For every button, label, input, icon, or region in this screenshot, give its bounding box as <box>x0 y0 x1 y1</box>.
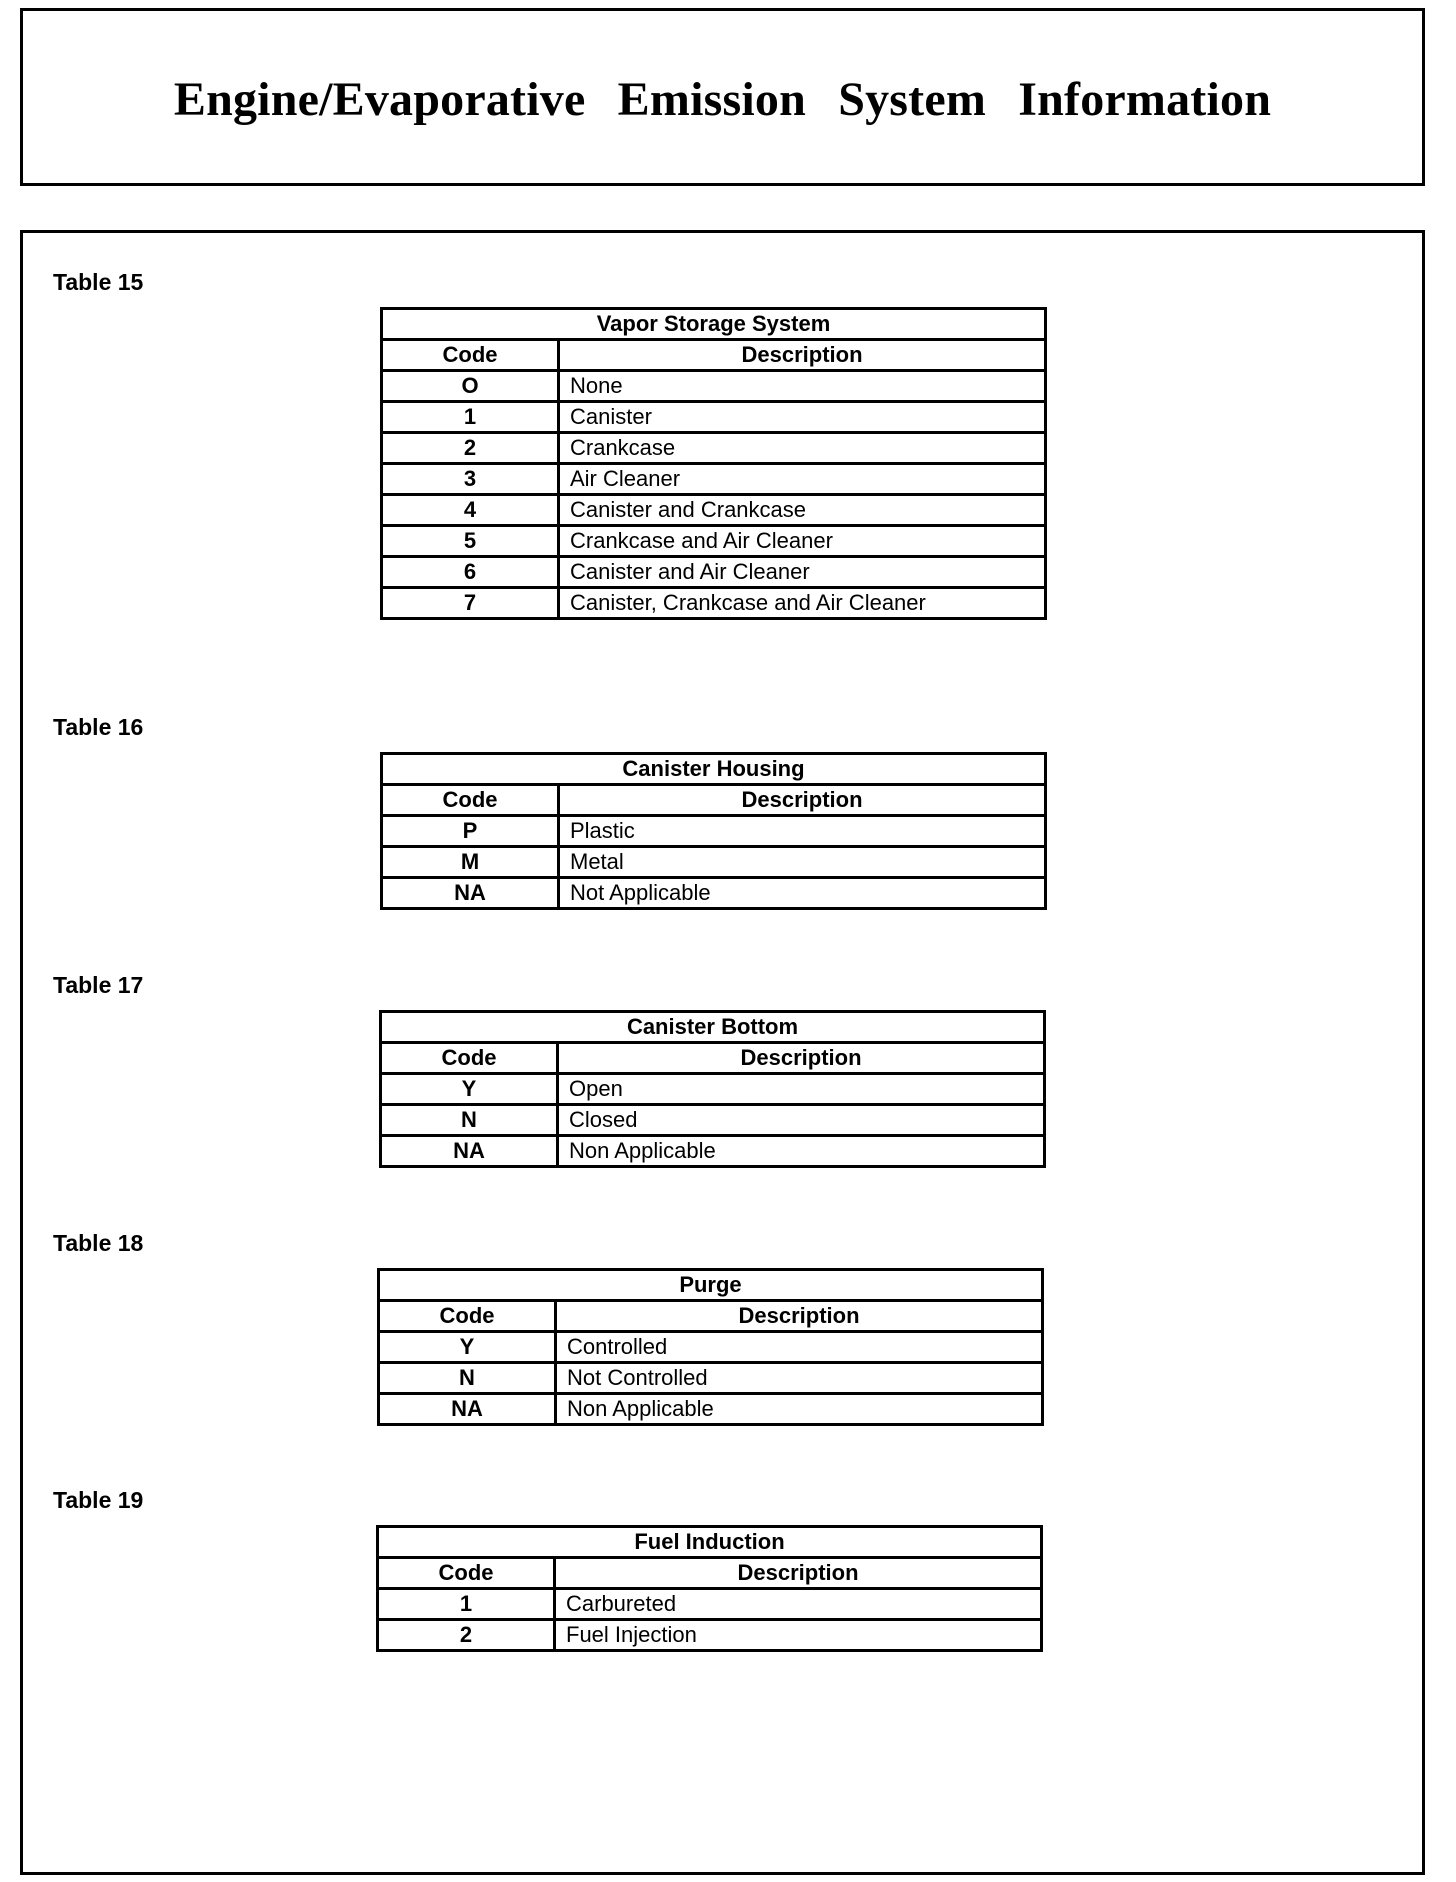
code-cell: O <box>382 371 559 402</box>
table-row <box>382 495 1046 526</box>
code-cell: M <box>382 847 559 878</box>
table-row <box>381 1105 1045 1136</box>
vapor-storage-system-table <box>380 307 1047 620</box>
description-cell: Canister and Air Cleaner <box>559 557 1046 588</box>
description-column-header: Description <box>555 1558 1042 1589</box>
code-cell: Y <box>379 1332 556 1363</box>
description-cell: Metal <box>559 847 1046 878</box>
table-row <box>378 1620 1042 1651</box>
table-title: Purge <box>379 1270 1043 1301</box>
fuel-induction-table <box>376 1525 1043 1652</box>
table-title: Vapor Storage System <box>382 309 1046 340</box>
code-cell: NA <box>382 878 559 909</box>
table-row <box>381 1136 1045 1167</box>
table-title: Canister Bottom <box>381 1012 1045 1043</box>
code-column-header: Code <box>378 1558 555 1589</box>
content-box <box>20 230 1425 1875</box>
code-cell: 2 <box>378 1620 555 1651</box>
description-cell: Air Cleaner <box>559 464 1046 495</box>
canister-housing-table <box>380 752 1047 910</box>
table-row <box>382 464 1046 495</box>
purge-table <box>377 1268 1044 1426</box>
table-row <box>381 1074 1045 1105</box>
description-column-header: Description <box>556 1301 1043 1332</box>
description-cell: Canister <box>559 402 1046 433</box>
description-cell: Not Applicable <box>559 878 1046 909</box>
description-cell: Closed <box>558 1105 1045 1136</box>
code-cell: P <box>382 816 559 847</box>
code-column-header: Code <box>382 340 559 371</box>
description-cell: None <box>559 371 1046 402</box>
table-row <box>379 1332 1043 1363</box>
description-cell: Non Applicable <box>558 1136 1045 1167</box>
description-cell: Open <box>558 1074 1045 1105</box>
table-16-label: Table 16 <box>53 714 144 740</box>
header-box <box>20 8 1425 186</box>
table-row <box>382 878 1046 909</box>
code-cell: 2 <box>382 433 559 464</box>
description-cell: Crankcase <box>559 433 1046 464</box>
table-row <box>382 847 1046 878</box>
table-row <box>379 1394 1043 1425</box>
code-column-header: Code <box>382 785 559 816</box>
description-cell: Crankcase and Air Cleaner <box>559 526 1046 557</box>
code-cell: N <box>381 1105 558 1136</box>
code-cell: N <box>379 1363 556 1394</box>
table-19-label: Table 19 <box>53 1487 144 1513</box>
table-row <box>378 1589 1042 1620</box>
code-cell: 6 <box>382 557 559 588</box>
code-cell: Y <box>381 1074 558 1105</box>
table-title: Fuel Induction <box>378 1527 1042 1558</box>
description-cell: Canister, Crankcase and Air Cleaner <box>559 588 1046 619</box>
table-row <box>382 557 1046 588</box>
description-column-header: Description <box>559 340 1046 371</box>
page-title: Engine/Evaporative Emission System Information <box>173 72 1272 126</box>
canister-bottom-table <box>379 1010 1046 1168</box>
code-cell: 5 <box>382 526 559 557</box>
description-cell: Plastic <box>559 816 1046 847</box>
description-cell: Not Controlled <box>556 1363 1043 1394</box>
description-cell: Carbureted <box>555 1589 1042 1620</box>
table-row <box>382 433 1046 464</box>
table-row <box>382 588 1046 619</box>
code-cell: 1 <box>378 1589 555 1620</box>
code-cell: 3 <box>382 464 559 495</box>
table-17-label: Table 17 <box>53 972 144 998</box>
table-row <box>382 402 1046 433</box>
description-column-header: Description <box>558 1043 1045 1074</box>
table-title: Canister Housing <box>382 754 1046 785</box>
table-18-label: Table 18 <box>53 1230 144 1256</box>
table-row <box>382 371 1046 402</box>
table-row <box>382 526 1046 557</box>
code-cell: 7 <box>382 588 559 619</box>
table-row <box>379 1363 1043 1394</box>
code-cell: 1 <box>382 402 559 433</box>
code-cell: NA <box>381 1136 558 1167</box>
table-row <box>382 816 1046 847</box>
description-cell: Non Applicable <box>556 1394 1043 1425</box>
description-cell: Canister and Crankcase <box>559 495 1046 526</box>
code-column-header: Code <box>381 1043 558 1074</box>
description-column-header: Description <box>559 785 1046 816</box>
table-15-label: Table 15 <box>53 269 144 295</box>
code-column-header: Code <box>379 1301 556 1332</box>
code-cell: NA <box>379 1394 556 1425</box>
code-cell: 4 <box>382 495 559 526</box>
description-cell: Fuel Injection <box>555 1620 1042 1651</box>
description-cell: Controlled <box>556 1332 1043 1363</box>
